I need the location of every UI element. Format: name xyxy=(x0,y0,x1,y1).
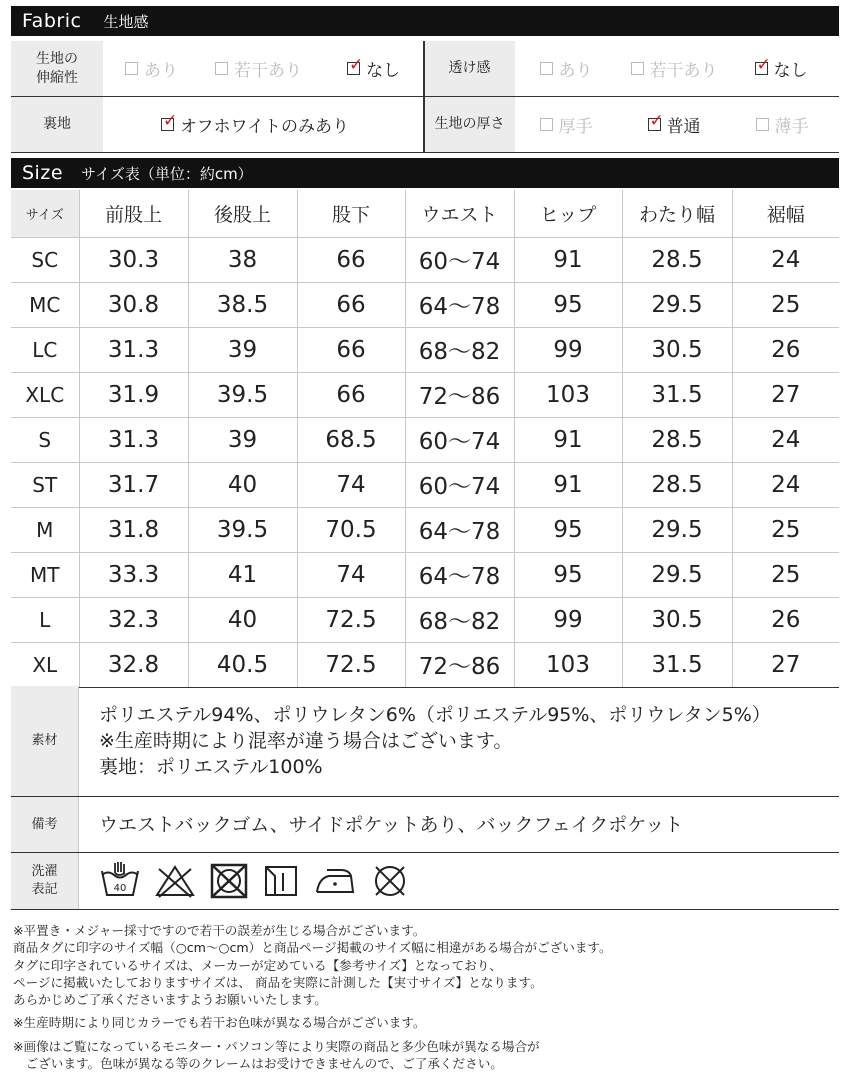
size-value-cell: 26 xyxy=(732,327,839,372)
checkbox-checked-icon: ✓ xyxy=(756,55,771,75)
lining-label: 裏地 xyxy=(11,97,103,152)
checkbox-checked-icon: ✓ xyxy=(349,55,364,75)
size-value-cell: 31.8 xyxy=(79,507,188,552)
table-row xyxy=(11,327,839,372)
checkbox-icon xyxy=(756,118,769,131)
size-value-cell: 103 xyxy=(514,372,622,417)
material-text xyxy=(79,686,771,796)
stretch-options xyxy=(103,41,423,96)
size-value-cell: 31.7 xyxy=(79,462,188,507)
size-value-cell: 24 xyxy=(732,417,839,462)
size-value-cell: 29.5 xyxy=(622,552,732,597)
size-title: Size xyxy=(22,162,64,184)
remarks-text: ウエストバックゴム、サイドポケットあり、バックフェイクポケット xyxy=(99,813,684,836)
column-header: 後股上 xyxy=(188,190,297,237)
table-row xyxy=(11,462,839,507)
washing-row xyxy=(11,853,839,910)
size-header-bar xyxy=(11,158,839,188)
size-value-cell: 25 xyxy=(732,282,839,327)
stretch-option[interactable]: 若干あり xyxy=(215,56,347,81)
size-value-cell: 28.5 xyxy=(622,237,732,282)
thickness-option[interactable]: 薄手 xyxy=(756,112,809,137)
size-value-cell: 40 xyxy=(188,462,297,507)
transparency-option[interactable]: 若干あり xyxy=(631,56,755,81)
size-subtitle: サイズ表（単位：約cm） xyxy=(81,164,253,183)
table-row xyxy=(11,237,839,282)
hand-wash-40-icon xyxy=(99,861,141,901)
note-line: ページに掲載いたしておりますサイズは、 商品を実際に計測した【実寸サイズ】となります。 xyxy=(13,974,543,990)
thickness-option[interactable]: 厚手 xyxy=(540,112,648,137)
size-value-cell: 64〜78 xyxy=(405,282,514,327)
table-row xyxy=(11,372,839,417)
size-label-cell: MT xyxy=(11,552,79,597)
size-value-cell: 66 xyxy=(297,237,405,282)
size-value-cell: 72〜86 xyxy=(405,372,514,417)
size-value-cell: 31.5 xyxy=(622,372,732,417)
thickness-label: 生地の厚さ xyxy=(425,97,515,152)
size-value-cell: 30.5 xyxy=(622,597,732,642)
table-row xyxy=(11,417,839,462)
remarks-label: 備考 xyxy=(11,797,79,852)
size-value-cell: 91 xyxy=(514,462,622,507)
size-value-cell: 27 xyxy=(732,642,839,687)
no-tumble-dry-icon xyxy=(209,862,249,900)
column-header: わたり幅 xyxy=(622,190,732,237)
size-value-cell: 91 xyxy=(514,417,622,462)
size-value-cell: 70.5 xyxy=(297,507,405,552)
column-header: ウエスト xyxy=(405,190,514,237)
size-table-body xyxy=(11,237,839,687)
checkbox-icon xyxy=(125,62,138,75)
size-label-cell: MC xyxy=(11,282,79,327)
size-value-cell: 25 xyxy=(732,507,839,552)
size-value-cell: 60〜74 xyxy=(405,237,514,282)
wash-temp: 40 xyxy=(113,883,127,894)
note-line: あらかじめご了承くださいますようお願いいたします。 xyxy=(13,992,327,1008)
size-label-cell: SC xyxy=(11,237,79,282)
note-line: ※画像はご覧になっているモニター・パソコン等により実際の商品と多少色味が異なる場合が xyxy=(13,1038,540,1054)
size-value-cell: 30.5 xyxy=(622,327,732,372)
size-value-cell: 24 xyxy=(732,462,839,507)
size-value-cell: 40.5 xyxy=(188,642,297,687)
size-label-cell: ST xyxy=(11,462,79,507)
size-value-cell: 66 xyxy=(297,372,405,417)
size-value-cell: 38.5 xyxy=(188,282,297,327)
size-value-cell: 72.5 xyxy=(297,597,405,642)
table-row xyxy=(11,552,839,597)
size-value-cell: 41 xyxy=(188,552,297,597)
material-line: ポリエステル94%、ポリウレタン6%（ポリエステル95%、ポリウレタン5%） xyxy=(99,704,771,726)
column-header: 裾幅 xyxy=(732,190,839,237)
size-value-cell: 29.5 xyxy=(622,507,732,552)
size-label-cell: XL xyxy=(11,642,79,687)
size-value-cell: 68〜82 xyxy=(405,597,514,642)
column-header: 股下 xyxy=(297,190,405,237)
notes xyxy=(13,922,839,1072)
material-label: 素材 xyxy=(11,686,79,796)
size-value-cell: 31.9 xyxy=(79,372,188,417)
material-line: ※生産時期により混率が違う場合はございます。 xyxy=(99,730,513,752)
thickness-options xyxy=(515,97,809,152)
size-value-cell: 32.3 xyxy=(79,597,188,642)
size-value-cell: 28.5 xyxy=(622,462,732,507)
table-row xyxy=(11,507,839,552)
size-value-cell: 60〜74 xyxy=(405,417,514,462)
transparency-label: 透け感 xyxy=(425,41,515,96)
note-line: タグに印字されているサイズは、メーカーが定めている【参考サイズ】となっており、 xyxy=(13,957,502,973)
size-label-cell: S xyxy=(11,417,79,462)
size-value-cell: 64〜78 xyxy=(405,552,514,597)
care-symbols xyxy=(79,853,409,909)
size-label-cell: L xyxy=(11,597,79,642)
checkbox-checked-icon: ✓ xyxy=(163,111,178,131)
size-value-cell: 24 xyxy=(732,237,839,282)
size-value-cell: 39 xyxy=(188,327,297,372)
size-value-cell: 60〜74 xyxy=(405,462,514,507)
size-value-cell: 95 xyxy=(514,507,622,552)
size-value-cell: 28.5 xyxy=(622,417,732,462)
note-line: ※平置き・メジャー採寸ですので若干の誤差が生じる場合がございます。 xyxy=(13,923,426,938)
checkbox-icon xyxy=(540,118,553,131)
no-bleach-icon xyxy=(155,863,195,899)
fabric-subtitle: 生地感 xyxy=(103,12,149,31)
checkbox-checked-icon: ✓ xyxy=(649,111,664,131)
no-dry-clean-icon xyxy=(371,862,409,900)
size-value-cell: 38 xyxy=(188,237,297,282)
size-value-cell: 40 xyxy=(188,597,297,642)
transparency-option[interactable]: あり xyxy=(540,56,631,81)
transparency-options xyxy=(515,41,808,96)
transparency-option-checked[interactable]: ✓ なし xyxy=(756,55,808,81)
iron-low-icon xyxy=(313,864,357,898)
size-label-cell: XLC xyxy=(11,372,79,417)
size-value-cell: 68.5 xyxy=(297,417,405,462)
stretch-option[interactable]: あり xyxy=(125,56,215,81)
size-value-cell: 30.8 xyxy=(79,282,188,327)
size-value-cell: 66 xyxy=(297,282,405,327)
size-value-cell: 31.5 xyxy=(622,642,732,687)
size-value-cell: 99 xyxy=(514,597,622,642)
size-value-cell: 30.3 xyxy=(79,237,188,282)
size-value-cell: 26 xyxy=(732,597,839,642)
size-value-cell: 74 xyxy=(297,552,405,597)
size-value-cell: 64〜78 xyxy=(405,507,514,552)
line-dry-shade-icon xyxy=(263,863,299,899)
size-corner-header: サイズ xyxy=(11,190,79,237)
table-row xyxy=(11,282,839,327)
size-value-cell: 31.3 xyxy=(79,327,188,372)
fabric-row-1 xyxy=(11,41,839,97)
size-value-cell: 39.5 xyxy=(188,372,297,417)
fabric-row-2 xyxy=(11,97,839,153)
size-value-cell: 32.8 xyxy=(79,642,188,687)
stretch-label: 生地の 伸縮性 xyxy=(11,41,103,96)
table-header-row xyxy=(11,190,839,237)
size-value-cell: 27 xyxy=(732,372,839,417)
lining-option-checked[interactable]: ✓ オフホワイトのみあり xyxy=(163,111,349,137)
size-value-cell: 33.3 xyxy=(79,552,188,597)
column-header: 前股上 xyxy=(79,190,188,237)
size-table xyxy=(11,190,839,688)
thickness-option-checked[interactable]: ✓ 普通 xyxy=(649,111,701,137)
lining-options xyxy=(103,97,423,152)
material-row xyxy=(11,686,839,797)
stretch-option-checked[interactable]: ✓ なし xyxy=(349,55,400,81)
table-row xyxy=(11,642,839,687)
material-line: 裏地：ポリエステル100% xyxy=(99,756,323,778)
fabric-header-bar xyxy=(11,6,839,36)
size-value-cell: 29.5 xyxy=(622,282,732,327)
checkbox-icon xyxy=(540,62,553,75)
checkbox-icon xyxy=(215,62,228,75)
note-line: ございます。色味が異なる等のクレームはお受けできませんので、ご了承ください。 xyxy=(13,1056,503,1072)
checkbox-icon xyxy=(631,62,644,75)
size-value-cell: 74 xyxy=(297,462,405,507)
size-value-cell: 72.5 xyxy=(297,642,405,687)
size-label-cell: M xyxy=(11,507,79,552)
table-row xyxy=(11,597,839,642)
size-value-cell: 31.3 xyxy=(79,417,188,462)
size-label-cell: LC xyxy=(11,327,79,372)
fabric-grid xyxy=(11,41,839,153)
size-value-cell: 95 xyxy=(514,552,622,597)
size-value-cell: 99 xyxy=(514,327,622,372)
size-value-cell: 66 xyxy=(297,327,405,372)
size-value-cell: 68〜82 xyxy=(405,327,514,372)
size-value-cell: 103 xyxy=(514,642,622,687)
size-value-cell: 25 xyxy=(732,552,839,597)
size-value-cell: 39.5 xyxy=(188,507,297,552)
size-value-cell: 91 xyxy=(514,237,622,282)
size-value-cell: 95 xyxy=(514,282,622,327)
washing-label: 洗濯 表記 xyxy=(11,853,79,909)
note-line: ※生産時期により同じカラーでも若干お色味が異なる場合がございます。 xyxy=(13,1015,426,1031)
note-line: 商品タグに印字のサイズ幅（○cm〜○cm）と商品ページ掲載のサイズ幅に相違がある場合がございます。 xyxy=(13,940,612,956)
size-value-cell: 39 xyxy=(188,417,297,462)
column-header: ヒップ xyxy=(514,190,622,237)
size-value-cell: 72〜86 xyxy=(405,642,514,687)
remarks-row xyxy=(11,797,839,853)
fabric-title: Fabric xyxy=(22,10,82,32)
